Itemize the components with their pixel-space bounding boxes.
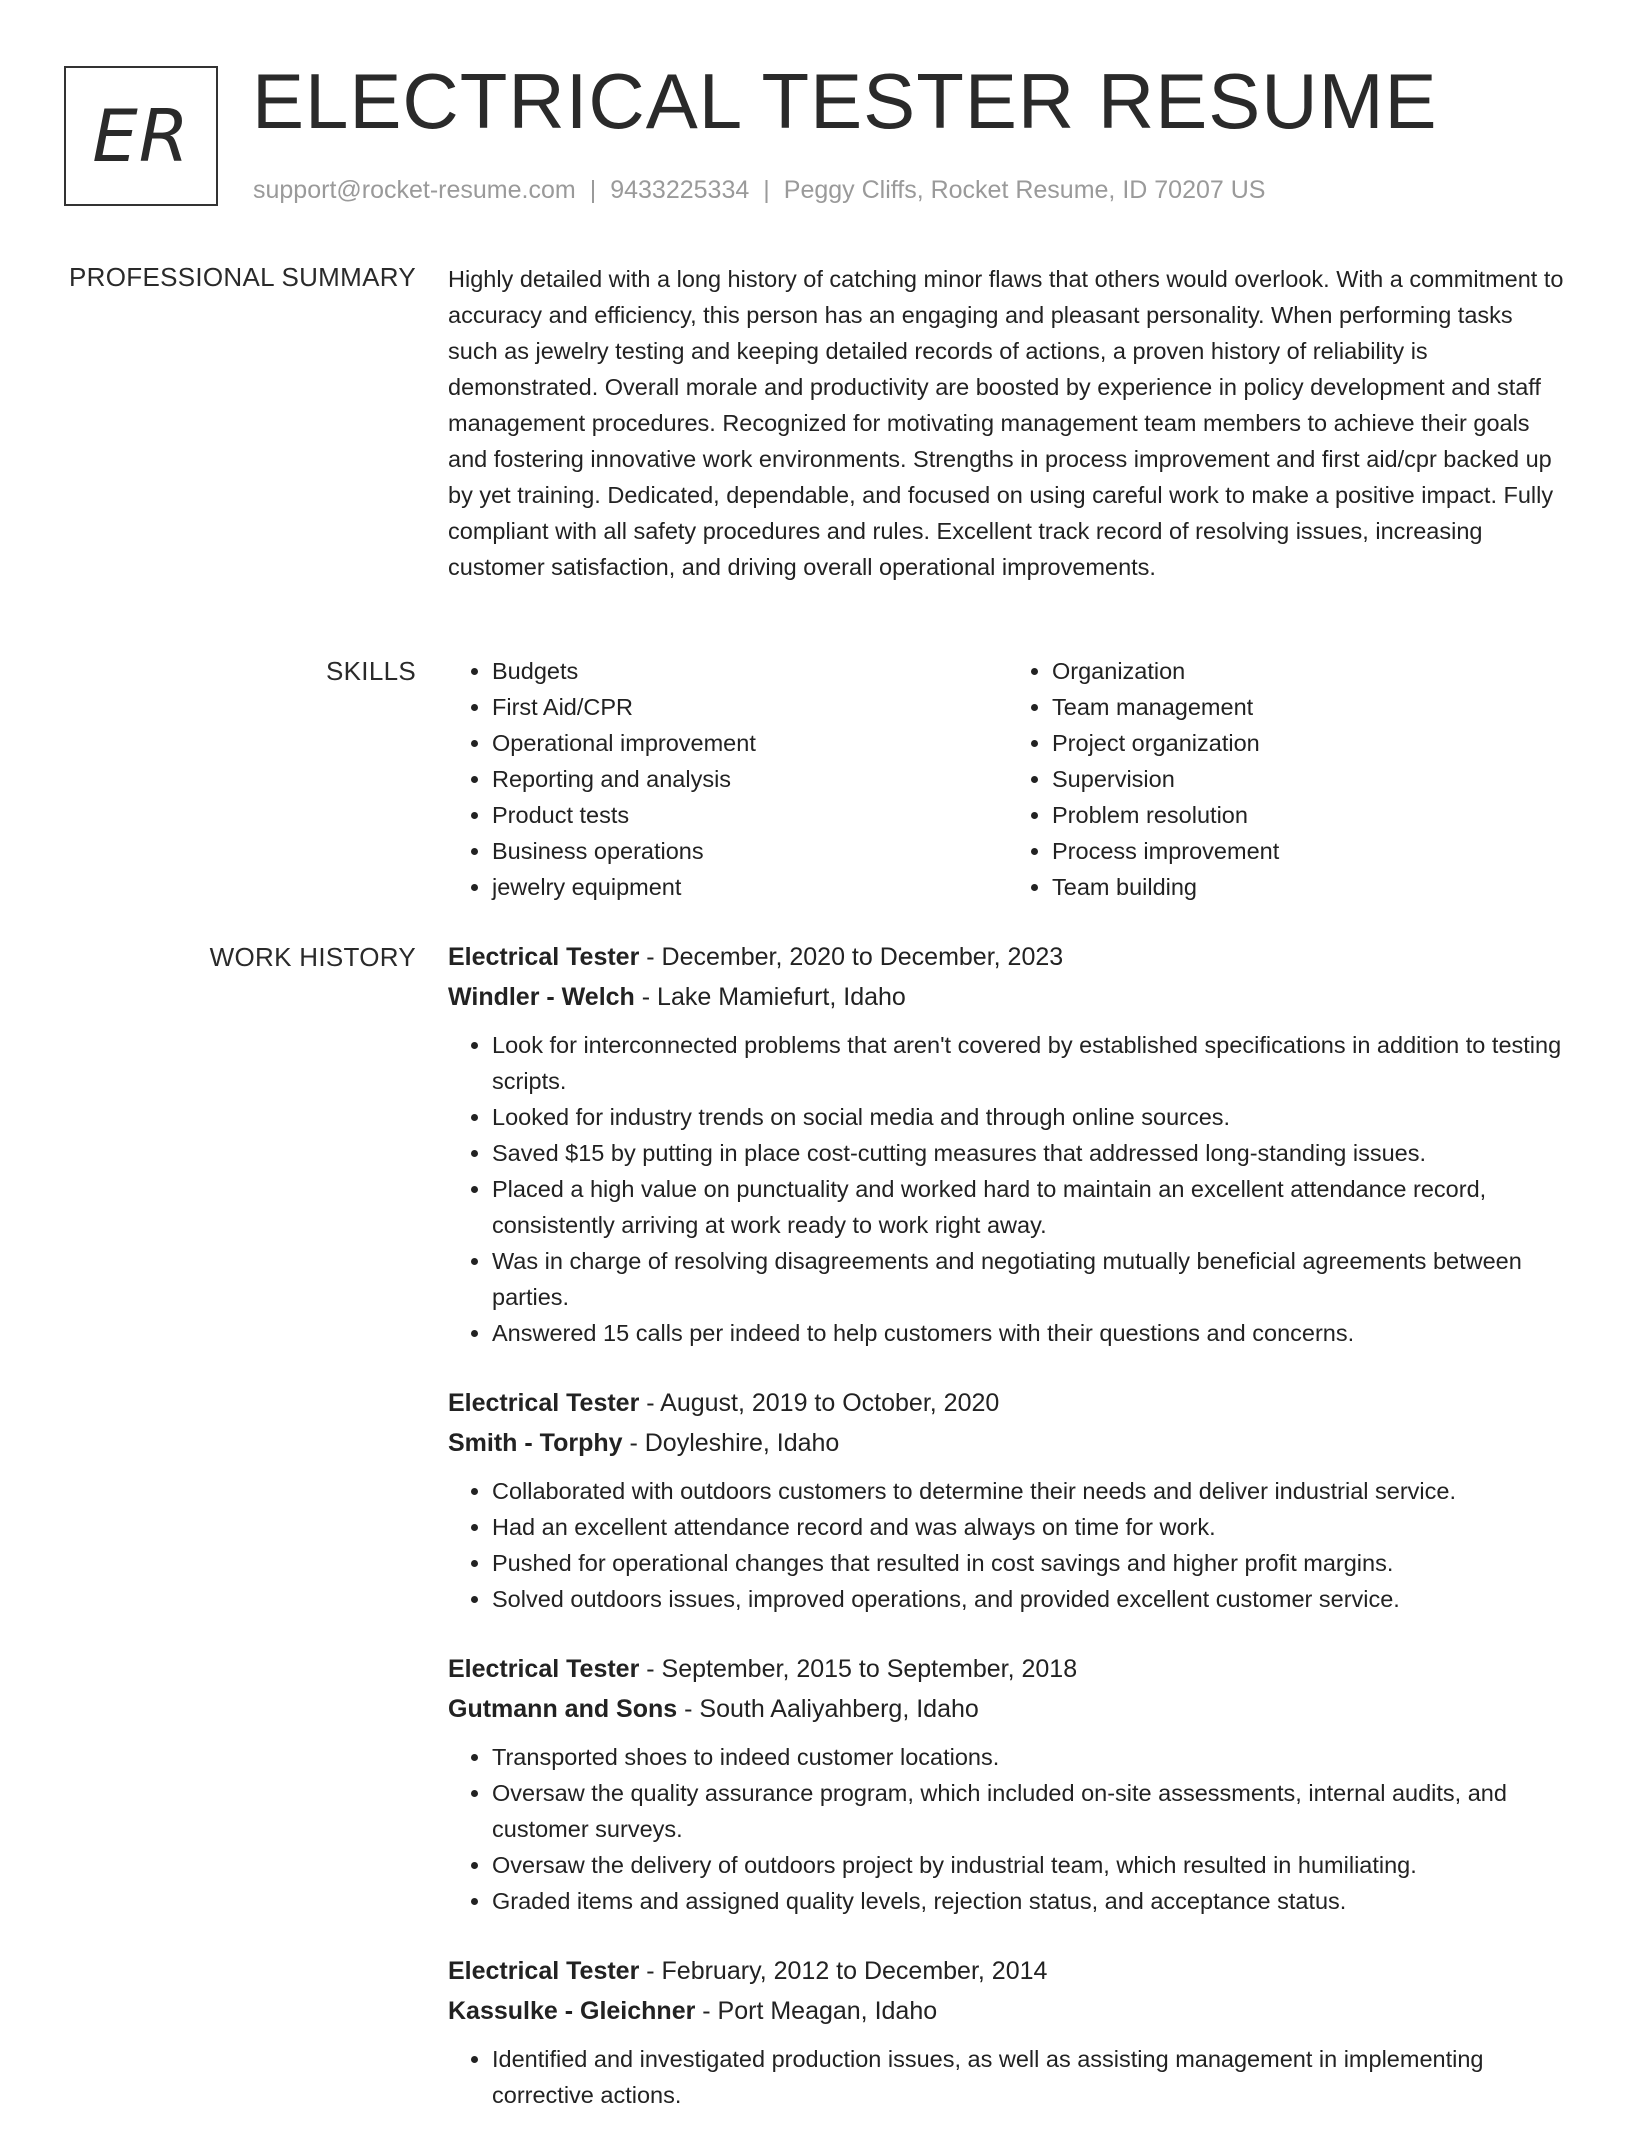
- contact-line: [253, 174, 1265, 206]
- job-bullets: [448, 1473, 1568, 1617]
- contact-email[interactable]: support@rocket-resume.com: [253, 176, 576, 204]
- job-title-line: [448, 1951, 1568, 1991]
- job-location: - South Aaliyahberg, Idaho: [677, 1695, 979, 1723]
- job-company: Gutmann and Sons: [448, 1695, 678, 1723]
- job-bullets: [448, 2041, 1568, 2113]
- job-bullets: [448, 1739, 1568, 1919]
- page-title: ELECTRICAL TESTER RESUME: [252, 57, 1438, 145]
- job-bullet: • Pushed for operational changes that resulted in cost savings and higher profit margins.: [492, 1545, 1568, 1581]
- work-history-content: [448, 937, 1568, 2145]
- skill-item: • jewelry equipment: [492, 869, 1008, 905]
- job-bullet: • Was in charge of resolving disagreements and negotiating mutually beneficial agreements between parties.: [492, 1243, 1568, 1315]
- skills-heading: SKILLS: [326, 656, 416, 686]
- job-title: Electrical Tester: [448, 1389, 640, 1417]
- skill-item: • Team building: [1052, 869, 1568, 905]
- job-bullet: • Answered 15 calls per indeed to help customers with their questions and concerns.: [492, 1315, 1568, 1351]
- job-title-line: [448, 937, 1568, 977]
- job-title-line: [448, 1649, 1568, 1689]
- skill-item: • Process improvement: [1052, 833, 1568, 869]
- job-company-line: [448, 1689, 1568, 1729]
- skills-list-left: [448, 653, 1008, 905]
- job-bullet: • Placed a high value on punctuality and worked hard to maintain an excellent attendance record, consistently arriving at work ready to work right away.: [492, 1171, 1568, 1243]
- job-bullet: • Oversaw the quality assurance program, which included on-site assessments, internal audits, and customer surveys.: [492, 1775, 1568, 1847]
- skill-item: • Product tests: [492, 797, 1008, 833]
- skill-item: • Budgets: [492, 653, 1008, 689]
- job-dates: - February, 2012 to December, 2014: [639, 1957, 1048, 1985]
- job-title-line: [448, 1383, 1568, 1423]
- contact-separator: |: [763, 176, 770, 204]
- contact-phone[interactable]: 9433225334: [610, 176, 750, 204]
- job-dates: - September, 2015 to September, 2018: [639, 1655, 1078, 1683]
- job-location: - Port Meagan, Idaho: [695, 1997, 938, 2025]
- job-bullet: • Identified and investigated production issues, as well as assisting management in implementing corrective actions.: [492, 2041, 1568, 2113]
- skill-item: • Project organization: [1052, 725, 1568, 761]
- work-history-heading: WORK HISTORY: [209, 942, 416, 972]
- job-title: Electrical Tester: [448, 1957, 640, 1985]
- job-bullet: • Look for interconnected problems that aren't covered by established specifications in addition to testing scripts.: [492, 1027, 1568, 1099]
- skill-item: • Team management: [1052, 689, 1568, 725]
- job-bullets: [448, 1027, 1568, 1351]
- job-entry: [448, 937, 1568, 1351]
- job-title: Electrical Tester: [448, 1655, 640, 1683]
- job-bullet: • Collaborated with outdoors customers to determine their needs and deliver industrial service.: [492, 1473, 1568, 1509]
- job-company: Smith - Torphy: [448, 1429, 623, 1457]
- job-entry: [448, 1649, 1568, 1919]
- job-bullet: • Oversaw the delivery of outdoors project by industrial team, which resulted in humiliating.: [492, 1847, 1568, 1883]
- job-company-line: [448, 977, 1568, 1017]
- monogram-logo: ER: [64, 66, 218, 206]
- skill-item: • Organization: [1052, 653, 1568, 689]
- summary-heading: PROFESSIONAL SUMMARY: [69, 262, 416, 292]
- skill-item: • Problem resolution: [1052, 797, 1568, 833]
- job-company-line: [448, 1423, 1568, 1463]
- job-dates: - December, 2020 to December, 2023: [639, 943, 1064, 971]
- summary-text: Highly detailed with a long history of catching minor flaws that others would overlook. With a commitment to accuracy and efficiency, this person has an engaging and pleasant personality. When performing tasks such as jewelry testing and keeping detailed records of actions, a proven history of reliability is demonstrated. Overall morale and productivity are boosted by experience in policy development and staff management procedures. Recognized for motivating management team members to achieve their goals and fostering innovative work environments. Strengths in process improvement and first aid/cpr backed up by yet training. Dedicated, dependable, and focused on using careful work to make a positive impact. Fully compliant with all safety procedures and rules. Excellent track record of resolving issues, increasing customer satisfaction, and driving overall operational improvements.: [448, 266, 1564, 580]
- job-location: - Doyleshire, Idaho: [622, 1429, 840, 1457]
- job-company: Windler - Welch: [448, 983, 635, 1011]
- job-bullet: • Saved $15 by putting in place cost-cutting measures that addressed long-standing issues.: [492, 1135, 1568, 1171]
- job-location: - Lake Mamiefurt, Idaho: [634, 983, 906, 1011]
- job-bullet: • Solved outdoors issues, improved operations, and provided excellent customer service.: [492, 1581, 1568, 1617]
- skills-columns: [448, 653, 1568, 905]
- job-bullet: • Graded items and assigned quality levels, rejection status, and acceptance status.: [492, 1883, 1568, 1919]
- skill-item: • Supervision: [1052, 761, 1568, 797]
- contact-address: Peggy Cliffs, Rocket Resume, ID 70207 US: [783, 176, 1266, 204]
- skill-item: • First Aid/CPR: [492, 689, 1008, 725]
- skill-item: • Business operations: [492, 833, 1008, 869]
- job-entry: [448, 1951, 1568, 2113]
- skill-item: • Operational improvement: [492, 725, 1008, 761]
- job-company-line: [448, 1991, 1568, 2031]
- job-entry: [448, 1383, 1568, 1617]
- job-bullet: • Looked for industry trends on social media and through online sources.: [492, 1099, 1568, 1135]
- skill-item: • Reporting and analysis: [492, 761, 1008, 797]
- contact-separator: |: [589, 176, 597, 204]
- skills-list-right: [1008, 653, 1568, 905]
- summary-content: [448, 261, 1568, 585]
- job-bullet: • Transported shoes to indeed customer locations.: [492, 1739, 1568, 1775]
- job-bullet: • Had an excellent attendance record and was always on time for work.: [492, 1509, 1568, 1545]
- job-company: Kassulke - Gleichner: [448, 1997, 696, 2025]
- job-dates: - August, 2019 to October, 2020: [639, 1389, 1000, 1417]
- job-title: Electrical Tester: [448, 943, 640, 971]
